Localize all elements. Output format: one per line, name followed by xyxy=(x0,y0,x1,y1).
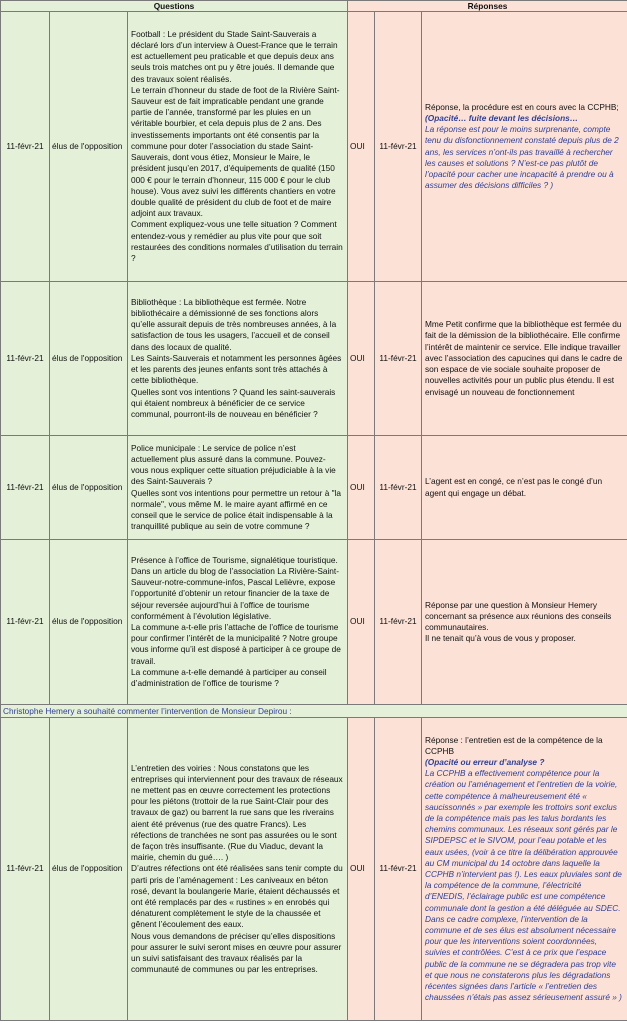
response-comment: La réponse est pour le moins surprenante, compte tenu du disfonctionnement constaté depuis plus de 2 ans, les services n’ont-ils pas travaillé à rechercher les causes et solutions ? N’est-ce pas plutôt de l’opacité pour cacher une incapacité à prendre ou à assumer des décisions difficiles ? ) xyxy=(425,124,619,191)
question-paragraph: Nous vous demandons de préciser qu’elles dispositions pour assurer le suivi seront mises en œuvre pour assurer un suivi satisfaisant des travaux réalisés par la communauté de communes ou par les entreprises. xyxy=(131,930,342,975)
table-row xyxy=(1,436,627,540)
date-cell: 11-févr-21 xyxy=(1,12,50,282)
question-cell xyxy=(128,718,348,1021)
response-date-cell: 11-févr-21 xyxy=(375,12,422,282)
oui-cell: OUI xyxy=(348,436,375,540)
date-cell: 11-févr-21 xyxy=(1,540,50,705)
response-text: Mme Petit confirme que la bibliothèque est fermée du fait de la démission de la bibliothécaire. Elle confirme l’intérêt de maintenir ce service. Elle indique travailler avec l’association des capucines qui dans le cadre de son espace de vie sociale souhaite proposer de nouvelles activités pour un public plus étendu. Il est envisagé un nouveau de fonctionnement xyxy=(425,319,623,397)
question-paragraph: L’entretien des voiries : Nous constatons que les entreprises qui interviennent pour des travaux de réseaux ne mettent pas en œuvre correctement les protections pour les piétons (trottoir de la rue Saint-Clair pour des travaux de gaz) ou barrent la rue sans que les riverains aient été prévenus (rue des quatre Francs). Les réfections de tranchées ne sont pas assurées ou le sont de façon très insuffisante. (Rue du Viaduc, devant la mairie, chemin du gué…. ) xyxy=(131,762,343,863)
author-cell: élus de l'opposition xyxy=(50,540,128,705)
date-cell: 11-févr-21 xyxy=(1,436,50,540)
table-row xyxy=(1,12,627,282)
separator-text: Christophe Hemery a souhaité commenter l’intervention de Monsieur Depirou : xyxy=(1,705,627,718)
author-cell: élus de l'opposition xyxy=(50,718,128,1021)
response-text: L’agent est en congé, ce n’est pas le congé d’un agent qui engage un débat. xyxy=(425,476,603,498)
table-row xyxy=(1,540,627,705)
author-cell: élus de l'opposition xyxy=(50,436,128,540)
question-paragraph: D’autres réfections ont été réalisées sans tenir compte du parti pris de l’aménagement : Les caniveaux en béton rosé, devant la boulangerie Marie, étaient déchaussés et ont été remplacés par des « rustines » en enrobés qui dénaturent complètement le style de la chaussée et gênent l’écoulement des eaux. xyxy=(131,863,343,930)
response-text: Réponse : l’entretien est de la compétence de la CCPHB xyxy=(425,734,603,756)
response-cell xyxy=(422,12,627,282)
author-cell: élus de l'opposition xyxy=(50,12,128,282)
response-comment-title: (Opacité… fuite devant les décisions… xyxy=(425,112,579,123)
response-cell xyxy=(422,718,627,1021)
date-cell: 11-févr-21 xyxy=(1,282,50,436)
response-comment-title: (Opacité ou erreur d’analyse ? xyxy=(425,756,545,767)
question-paragraph: La commune a-t-elle demandé à participer au conseil d’administration de l’office de tourisme ? xyxy=(131,666,327,689)
response-comment: La CCPHB a effectivement compétence pour la création ou l’aménagement et l’entretien de la voirie, cette compétence à malheureusement été « saucissonnés » par exemple les trottoirs sont exclus de la compétence mais pas les talus bordants les chemins communaux. Les réseaux sont gérés par le SIPDEPSC et le SIVOM, pour l’eau potable et les eaux usées, (voir à ce titre la délibération approuvée au CM municipal du 14 octobre dans laquelle la CCPHB n’intervient pas !). Les eaux pluviales sont de la compétence de la commune, l’électricité d’ENEDIS, l’éclairage public est une compétence communale dont la gestion a été déléguée au SDEC. Dans ce cadre complexe, l’intervention de la commune et de ses élus est absolument nécessaire pour que les interventions soient coordonnées, suivies et contrôlées. C’est à ce prix que l’espace public de la commune ne se dégradera pas trop vite et que nous ne constaterons plus les dégradations récentes signées dans l’article « l’entretien des chaussées n’étais pas assez sérieusement assuré » ) xyxy=(425,768,622,1003)
questions-header: Questions xyxy=(1,1,348,12)
table-row xyxy=(1,718,627,1021)
response-cell xyxy=(422,282,627,436)
question-paragraph: La commune a-t-elle pris l’attache de l’office de tourisme pour confirmer l’intérêt de la municipalité ? Notre groupe vous informe qu’il est disposé à participer à ce groupe de travail. xyxy=(131,622,341,666)
oui-cell: OUI xyxy=(348,718,375,1021)
responses-header: Réponses xyxy=(348,1,627,12)
question-paragraph: Dans un article du blog de l’association La Rivière-Saint-Sauveur-notre-commune-infos, Pascal Lelièvre, expose l’opportunité d’obtenir un retour financier de la taxe de séjour reversée aujourd’hui à l’office de tourisme conformément à l’évolution législative. xyxy=(131,565,339,621)
question-paragraph: Bibliothèque : La bibliothèque est fermée. Notre bibliothécaire a démissionné de ses fonctions alors qu’elle assurait depuis de très nombreuses années, à la satisfaction de tous les usagers, l’accueil et de conseil dans des locaux de qualité. xyxy=(131,296,337,352)
question-paragraph: Quelles sont vos intentions pour permettre un retour à "la normale", vous même M. le maire ayant affirmé en ce conseil que le service de police était indispensable à la tranquillité publique au sein de votre commune ? xyxy=(131,487,342,532)
oui-cell: OUI xyxy=(348,12,375,282)
question-paragraph: Comment expliquez-vous une telle situation ? Comment entendez-vous y remédier au plus vite pour que soit restaurées des conditions normales d’utilisation du terrain ? xyxy=(131,219,343,263)
response-cell xyxy=(422,436,627,540)
question-paragraph: Présence à l’office de Tourisme, signalétique touristique. xyxy=(131,554,338,565)
response-text: Réponse par une question à Monsieur Hemery concernant sa présence aux réunions des conseils communautaires. Il ne tenait qu’à vous de vous y proposer. xyxy=(425,599,612,644)
question-paragraph: Le terrain d’honneur du stade de foot de la Rivière Saint-Sauveur est de fait impraticable pendant une grande partie de l’année, transformé par les pluies en un véritable bourbier, et cela depuis plus de 2 ans. Des investissements importants ont été consentis par la commune pour doter l’association du stade Saint-Sauverais, dont vous étiez, Monsieur le Maire, le président jusqu’en 2017, d’équipements de qualité (150 000 € pour le terrain d’honneur, 115 000 € pour le club house). Vous avez suivi les différents chantiers en votre double qualité de président du club de foot et de maire adjoint aux travaux. xyxy=(131,84,340,219)
question-paragraph: Police municipale : Le service de police n’est actuellement plus assuré dans la commune. Pouvez-vous nous expliquer cette situation préjudiciable à la vie des Saint-Sauverais ? xyxy=(131,442,336,487)
question-paragraph: Football : Le président du Stade Saint-Sauverais a déclaré lors d’un interview à Ouest-France que le terrain est actuellement peu praticable et que depuis deux ans seuls trois matches ont pu y être joués. Il demande que des travaux soient réalisés. xyxy=(131,28,338,84)
author-cell: élus de l'opposition xyxy=(50,282,128,436)
oui-cell: OUI xyxy=(348,540,375,705)
response-text: Réponse, la procédure est en cours avec la CCPHB; xyxy=(425,101,619,112)
question-cell xyxy=(128,540,348,705)
date-cell: 11-févr-21 xyxy=(1,718,50,1021)
response-cell xyxy=(422,540,627,705)
table-row xyxy=(1,282,627,436)
response-date-cell: 11-févr-21 xyxy=(375,436,422,540)
separator-row xyxy=(1,705,627,718)
header-row xyxy=(1,1,627,12)
question-cell xyxy=(128,12,348,282)
response-date-cell: 11-févr-21 xyxy=(375,718,422,1021)
response-date-cell: 11-févr-21 xyxy=(375,282,422,436)
question-cell xyxy=(128,436,348,540)
question-paragraph: Quelles sont vos intentions ? Quand les saint-sauverais qui étaient nombreux à bénéficier de ce service communal, pourront-ils de nouveau en bénéficier ? xyxy=(131,386,336,419)
question-paragraph: Les Saints-Sauverais et notamment les personnes âgées et les parents des jeunes enfants sont très attachés à cette bibliothèque. xyxy=(131,352,342,386)
question-cell xyxy=(128,282,348,436)
oui-cell: OUI xyxy=(348,282,375,436)
response-date-cell: 11-févr-21 xyxy=(375,540,422,705)
